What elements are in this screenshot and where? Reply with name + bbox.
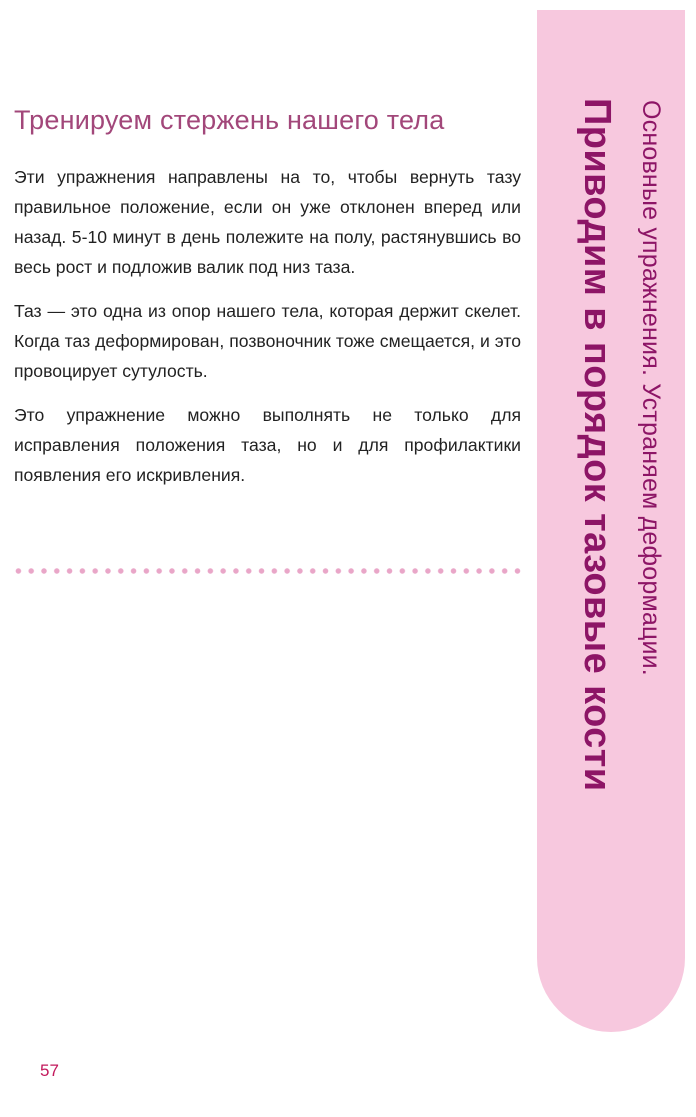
paragraph-3: Это упражнение можно выполнять не только для исправления положения таза, но и для профилактики появления его искривления. [14,405,521,485]
paragraph-1: Эти упражнения направлены на то, чтобы вернуть тазу правильное положение, если он уже отклонен вперед или назад. 5-10 минут в день полежите на полу, растянувшись во весь рост и подложив валик под низ таза. [14,167,521,277]
part-title-column [621,10,681,1032]
paragraph-2: Таз — это одна из опор нашего тела, которая держит скелет. Когда таз деформирован, позвоночник тоже смещается, и это провоцирует сутулость. [14,301,521,381]
part-title: Основные упражнения. Устраняем деформации. [637,100,665,676]
section-heading: Тренируем стержень нашего тела [14,105,445,135]
dotted-divider [12,567,524,575]
chapter-side-tab [537,10,685,1032]
page-number: 57 [40,1061,59,1080]
body-text [14,162,521,504]
chapter-title: Приводим в порядок тазовые кости [576,98,618,792]
